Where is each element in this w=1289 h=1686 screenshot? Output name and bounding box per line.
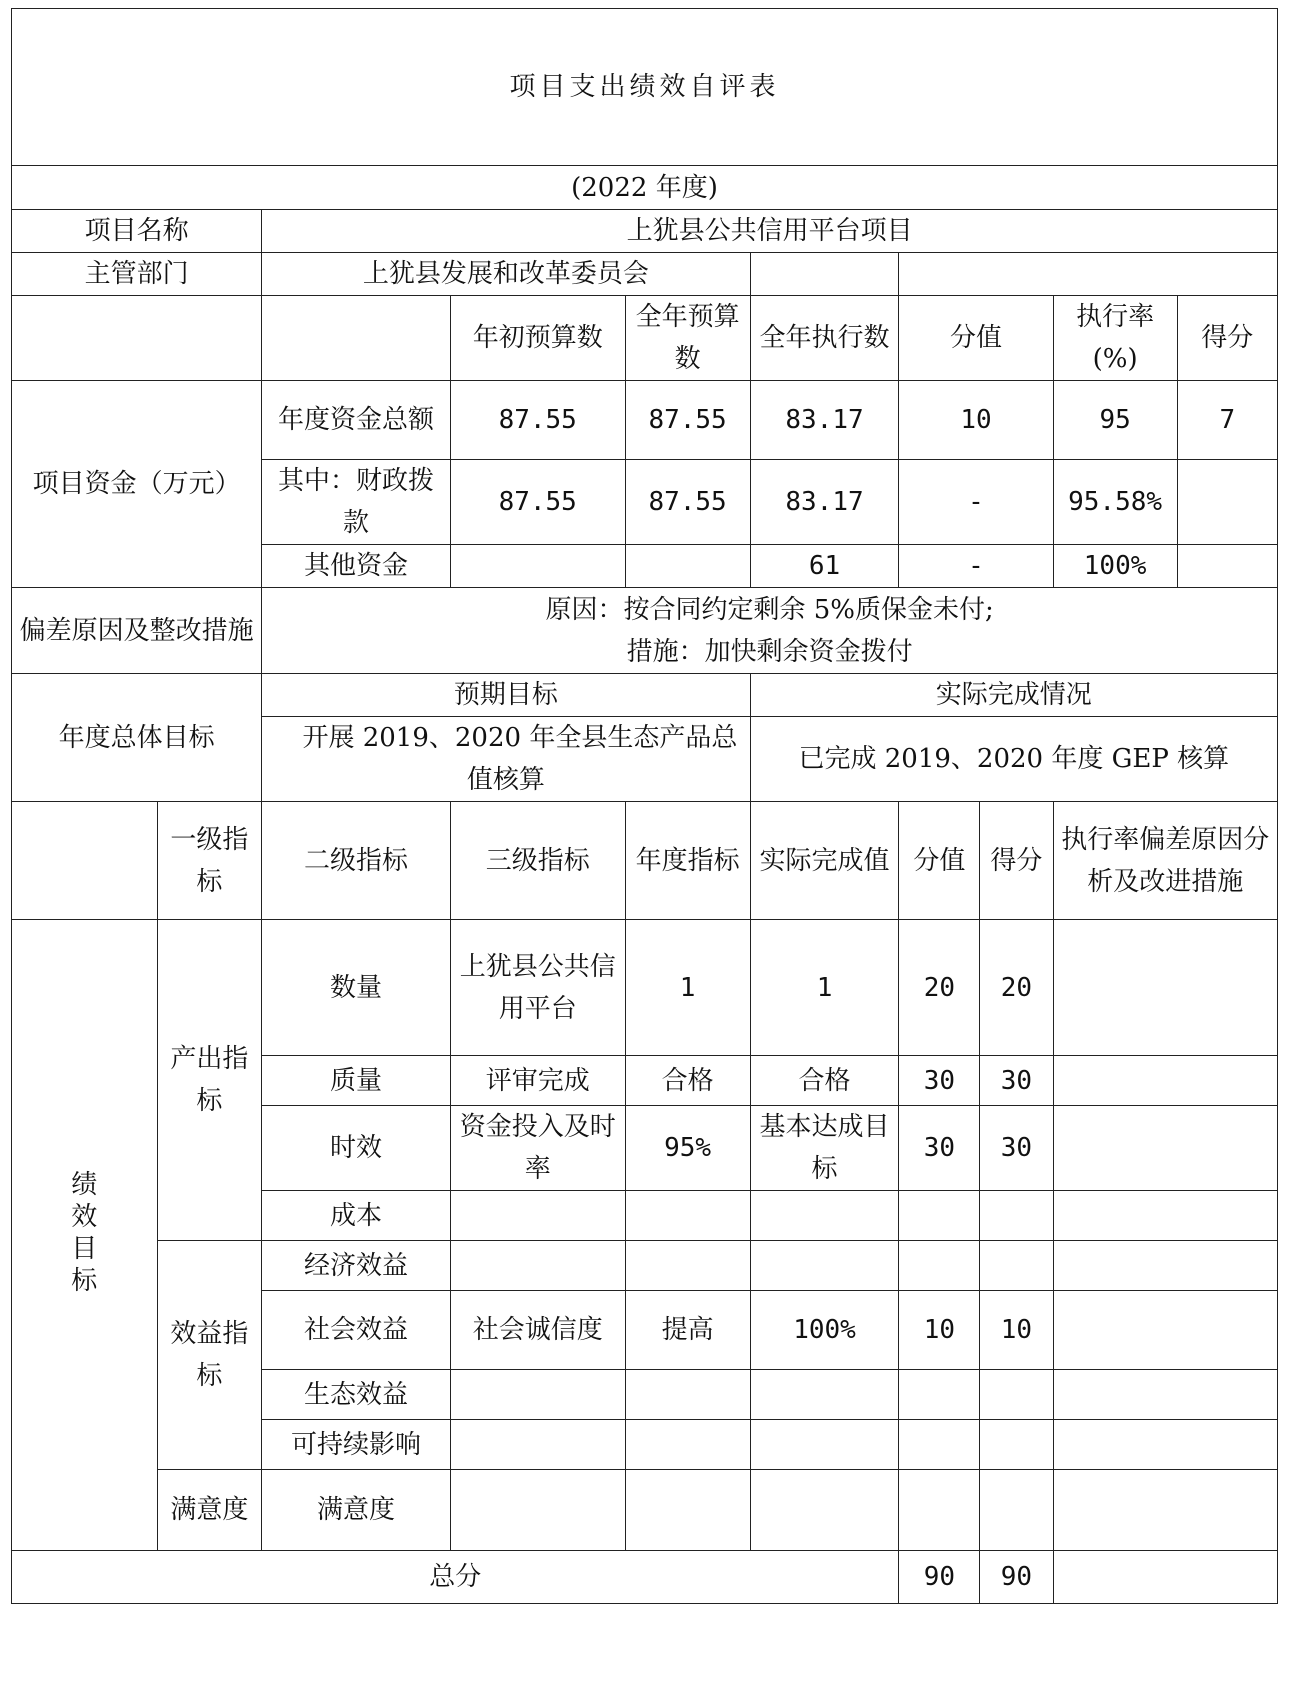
funds-initial: 87.55 bbox=[450, 381, 625, 460]
indicator-target bbox=[625, 1191, 750, 1241]
indicator-level2: 社会效益 bbox=[262, 1291, 451, 1370]
indicator-level3 bbox=[450, 1420, 625, 1470]
funds-initial bbox=[450, 545, 625, 588]
funds-annual bbox=[625, 545, 750, 588]
indicator-actual: 基本达成目标 bbox=[750, 1106, 899, 1191]
funds-initial: 87.55 bbox=[450, 460, 625, 545]
funds-score-value: - bbox=[899, 460, 1053, 545]
header-indicator-score-value: 分值 bbox=[899, 802, 980, 920]
indicator-level2: 满意度 bbox=[262, 1470, 451, 1551]
indicator-level2: 生态效益 bbox=[262, 1370, 451, 1420]
indicator-score-value bbox=[899, 1470, 980, 1551]
department-blank-cell-2 bbox=[899, 253, 1278, 296]
indicator-analysis bbox=[1053, 1056, 1277, 1106]
indicator-actual: 100% bbox=[750, 1291, 899, 1370]
indicator-score-value bbox=[899, 1370, 980, 1420]
expected-goal-header: 预期目标 bbox=[262, 674, 750, 717]
form-title: 项目支出绩效自评表 bbox=[12, 9, 1278, 166]
header-indicator-score: 得分 bbox=[980, 802, 1053, 920]
funds-score bbox=[1177, 545, 1277, 588]
actual-completion-header: 实际完成情况 bbox=[750, 674, 1277, 717]
form-year: (2022 年度) bbox=[12, 166, 1278, 210]
total-blank-cell bbox=[1053, 1551, 1277, 1604]
indicator-level3: 评审完成 bbox=[450, 1056, 625, 1106]
indicator-analysis bbox=[1053, 1291, 1277, 1370]
actual-completion-text: 已完成 2019、2020 年度 GEP 核算 bbox=[750, 717, 1277, 802]
project-name-label: 项目名称 bbox=[12, 210, 262, 253]
evaluation-table bbox=[11, 8, 1278, 1604]
indicator-score: 30 bbox=[980, 1056, 1053, 1106]
header-score-value: 分值 bbox=[899, 296, 1053, 381]
indicator-header-blank bbox=[12, 802, 158, 920]
department-label: 主管部门 bbox=[12, 253, 262, 296]
header-level2: 二级指标 bbox=[262, 802, 451, 920]
indicator-score: 10 bbox=[980, 1291, 1053, 1370]
indicator-score-value: 10 bbox=[899, 1291, 980, 1370]
evaluation-form bbox=[11, 8, 1278, 1678]
funds-section-label: 项目资金（万元） bbox=[12, 381, 262, 588]
header-level1: 一级指标 bbox=[157, 802, 262, 920]
funds-score-value: 10 bbox=[899, 381, 1053, 460]
indicator-target bbox=[625, 1370, 750, 1420]
indicator-level2: 成本 bbox=[262, 1191, 451, 1241]
indicator-target bbox=[625, 1241, 750, 1291]
indicator-analysis bbox=[1053, 1470, 1277, 1551]
funds-executed: 83.17 bbox=[750, 460, 899, 545]
indicator-analysis bbox=[1053, 1370, 1277, 1420]
indicator-target: 95% bbox=[625, 1106, 750, 1191]
indicator-score-value bbox=[899, 1420, 980, 1470]
indicator-level2: 数量 bbox=[262, 920, 451, 1056]
indicator-score: 30 bbox=[980, 1106, 1053, 1191]
funds-rate: 95 bbox=[1053, 381, 1177, 460]
funds-row-label: 年度资金总额 bbox=[262, 381, 451, 460]
indicator-level3 bbox=[450, 1191, 625, 1241]
indicator-target bbox=[625, 1470, 750, 1551]
funds-row-label: 其他资金 bbox=[262, 545, 451, 588]
total-score: 90 bbox=[980, 1551, 1053, 1604]
overall-goal-label: 年度总体目标 bbox=[12, 674, 262, 802]
indicator-score bbox=[980, 1370, 1053, 1420]
indicator-level3: 社会诚信度 bbox=[450, 1291, 625, 1370]
indicator-analysis bbox=[1053, 1420, 1277, 1470]
funds-score bbox=[1177, 460, 1277, 545]
indicator-level2: 经济效益 bbox=[262, 1241, 451, 1291]
funds-score: 7 bbox=[1177, 381, 1277, 460]
header-actual-value: 实际完成值 bbox=[750, 802, 899, 920]
funds-score-value: - bbox=[899, 545, 1053, 588]
indicator-actual: 合格 bbox=[750, 1056, 899, 1106]
indicator-analysis bbox=[1053, 920, 1277, 1056]
indicator-score bbox=[980, 1191, 1053, 1241]
indicator-score bbox=[980, 1420, 1053, 1470]
funds-row-label: 其中：财政拨款 bbox=[262, 460, 451, 545]
output-indicator-label: 产出指标 bbox=[157, 920, 262, 1241]
indicator-level3: 上犹县公共信用平台 bbox=[450, 920, 625, 1056]
indicator-level2: 时效 bbox=[262, 1106, 451, 1191]
indicator-score-value: 30 bbox=[899, 1106, 980, 1191]
project-name-value: 上犹县公共信用平台项目 bbox=[262, 210, 1278, 253]
funds-rate: 95.58% bbox=[1053, 460, 1177, 545]
indicator-target: 1 bbox=[625, 920, 750, 1056]
indicator-score bbox=[980, 1241, 1053, 1291]
funds-executed: 61 bbox=[750, 545, 899, 588]
indicator-actual: 1 bbox=[750, 920, 899, 1056]
header-analysis: 执行率偏差原因分析及改进措施 bbox=[1053, 802, 1277, 920]
indicator-score-value bbox=[899, 1191, 980, 1241]
total-label: 总分 bbox=[12, 1551, 899, 1604]
indicator-actual bbox=[750, 1370, 899, 1420]
header-execution-rate: 执行率(%) bbox=[1053, 296, 1177, 381]
indicator-analysis bbox=[1053, 1106, 1277, 1191]
indicator-level3 bbox=[450, 1370, 625, 1420]
indicator-level3: 资金投入及时率 bbox=[450, 1106, 625, 1191]
indicator-actual bbox=[750, 1470, 899, 1551]
funds-rate: 100% bbox=[1053, 545, 1177, 588]
indicator-level2: 可持续影响 bbox=[262, 1420, 451, 1470]
header-annual-executed: 全年执行数 bbox=[750, 296, 899, 381]
indicator-analysis bbox=[1053, 1191, 1277, 1241]
deviation-reason: 原因：按合同约定剩余 5%质保金未付; bbox=[545, 594, 994, 625]
indicator-target: 合格 bbox=[625, 1056, 750, 1106]
total-score-value: 90 bbox=[899, 1551, 980, 1604]
indicator-score-value: 20 bbox=[899, 920, 980, 1056]
indicator-score bbox=[980, 1470, 1053, 1551]
funds-header-empty bbox=[262, 296, 451, 381]
indicator-analysis bbox=[1053, 1241, 1277, 1291]
indicator-target: 提高 bbox=[625, 1291, 750, 1370]
indicator-score-value: 30 bbox=[899, 1056, 980, 1106]
indicator-actual bbox=[750, 1191, 899, 1241]
funds-executed: 83.17 bbox=[750, 381, 899, 460]
funds-annual: 87.55 bbox=[625, 460, 750, 545]
department-value: 上犹县发展和改革委员会 bbox=[262, 253, 750, 296]
indicator-actual bbox=[750, 1420, 899, 1470]
benefit-indicator-label: 效益指标 bbox=[157, 1241, 262, 1470]
department-blank-cell bbox=[750, 253, 899, 296]
deviation-measure: 措施：加快剩余资金拨付 bbox=[626, 636, 913, 667]
deviation-content bbox=[262, 588, 1278, 674]
header-score: 得分 bbox=[1177, 296, 1277, 381]
satisfaction-indicator-label: 满意度 bbox=[157, 1470, 262, 1551]
performance-goal-label: 绩效目标 bbox=[12, 920, 158, 1551]
indicator-actual bbox=[750, 1241, 899, 1291]
indicator-level3 bbox=[450, 1241, 625, 1291]
header-level3: 三级指标 bbox=[450, 802, 625, 920]
funds-annual: 87.55 bbox=[625, 381, 750, 460]
header-annual-budget: 全年预算数 bbox=[625, 296, 750, 381]
header-initial-budget: 年初预算数 bbox=[450, 296, 625, 381]
expected-goal-text: 开展 2019、2020 年全县生态产品总值核算 bbox=[262, 717, 750, 802]
indicator-score-value bbox=[899, 1241, 980, 1291]
indicator-target bbox=[625, 1420, 750, 1470]
indicator-score: 20 bbox=[980, 920, 1053, 1056]
indicator-level3 bbox=[450, 1470, 625, 1551]
deviation-label: 偏差原因及整改措施 bbox=[12, 588, 262, 674]
header-annual-target: 年度指标 bbox=[625, 802, 750, 920]
indicator-level2: 质量 bbox=[262, 1056, 451, 1106]
funds-header-blank bbox=[12, 296, 262, 381]
